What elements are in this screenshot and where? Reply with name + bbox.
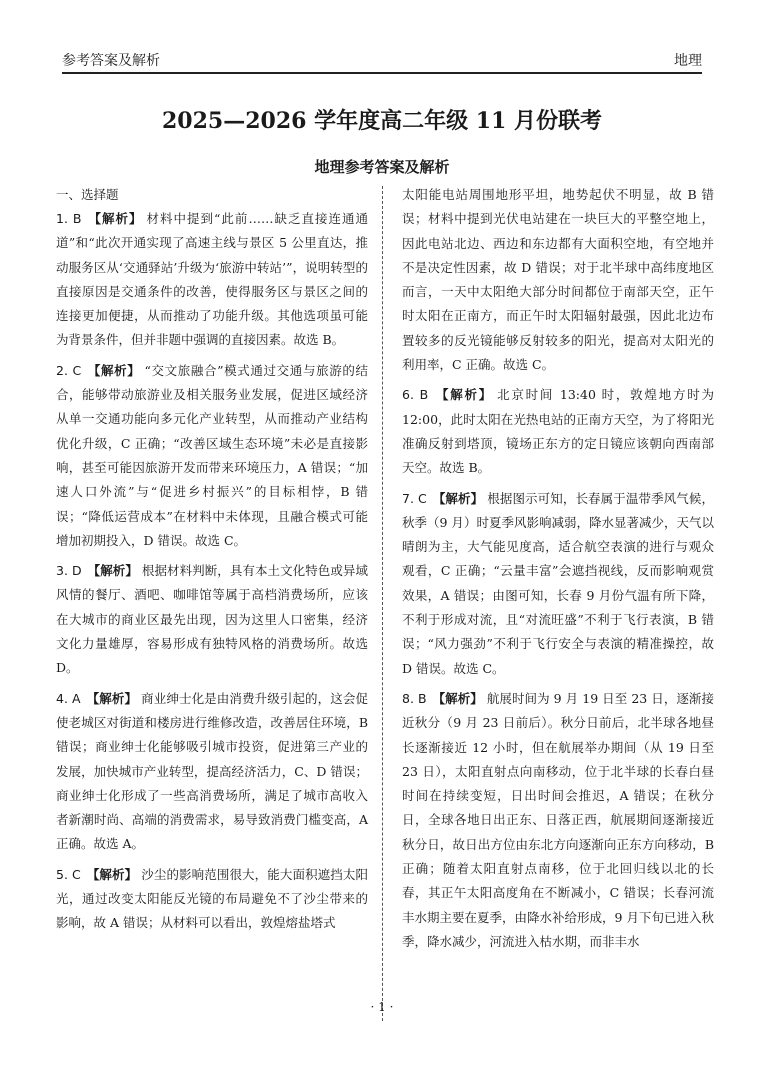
analysis-text: “交文旅融合”模式通过交通与旅游的结合，能够带动旅游业及相关服务业发展，促进区域经济从单一交通功能向多元化产业转型，从而推动产业结构优化升级，C 正确；“改善区域生态环境”未必是直接影响，甚至可能因旅游开发而带来环境压力，A 错误；“加速人口外流”与“促进乡村振兴”的目标相悖，B 错误；“降低运营成本”在材料中未体现，且融合模式可能增加初期投入，D 错误。故选 C。 <box>56 362 368 548</box>
question-number: 2. C <box>56 362 82 378</box>
analysis-text: 北京时间 13:40 时，敦煌地方时为 12:00，此时太阳在光热电站的正南方天空，为了将阳光准确反射到塔顶，镜场正东方的定日镜应该朝向西南部天空。故选 B。 <box>402 387 714 476</box>
question-answer <box>56 863 368 936</box>
analysis-text: 根据材料判断，具有本土文化特色或异域风情的餐厅、酒吧、咖啡馆等属于高档消费场所，应该在大城市的商业区最先出现，因为这里人口密集，经济文化力量雄厚，容易形成有独特风格的消费场所。故选 D。 <box>56 563 368 676</box>
question-number: 8. B <box>402 690 427 706</box>
analysis-tag: 【解析】 <box>87 563 138 579</box>
page-number: · 1 · <box>370 1000 394 1014</box>
analysis-tag: 【解析】 <box>432 490 484 506</box>
analysis-tag: 【解析】 <box>87 362 141 378</box>
question-answer <box>56 359 368 553</box>
question-number: 7. C <box>402 490 427 506</box>
question-answer <box>402 487 714 681</box>
header-rule <box>62 72 702 74</box>
analysis-text: 材料中提到“此前……缺乏直接连通通道”和“此次开通实现了高速主线与景区 5 公里直达，推动服务区从‘交通驿站’升级为‘旅游中转站’”，说明转型的直接原因是交通条件的改善，使得服务区与景区之间的连接更加便捷，从而推动了功能升级。其他选项虽可能为背景条件，但并非题中强调的直接因素。故选 B。 <box>56 211 368 348</box>
header-subject-label: 地理 <box>674 53 702 69</box>
left-column <box>56 183 368 942</box>
question-answer-continued <box>402 183 714 377</box>
analysis-text: 航展时间为 9 月 19 日至 23 日，逐渐接近秋分（9 月 23 日前后）。秋分日前后，北半球各地昼长逐渐接近 12 小时，但在航展举办期间（从 19 日至 23 日），太阳直射点向南移动，位于北半球的长春白昼时间在持续变短，日出时间会推迟，A 错误；在秋分日，全球各地日出正东、日落正西，航展期间逐渐接近秋分日，故日出方位由东北方向逐渐向正东方向移动，B 正确；随着太阳直射点南移，位于北回归线以北的长春，其正午太阳高度角在不断减小，C 错误；长春河流丰水期主要在夏季，由降水补给形成，9 月下旬已进入秋季，降水减少，河流进入枯水期，而非丰水 <box>402 690 714 949</box>
analysis-tag: 【解析】 <box>432 690 483 706</box>
document-title: 2025—2026 学年度高二年级 11 月份联考 <box>161 108 603 134</box>
analysis-tag: 【解析】 <box>434 387 494 403</box>
right-column <box>402 183 714 960</box>
question-answer <box>56 207 368 353</box>
question-number: 3. D <box>56 563 82 579</box>
analysis-text: 沙尘的影响范围很大，能大面积遮挡太阳光，通过改变太阳能反光镜的布局避免不了沙尘带来的影响，故 A 错误；从材料可以看出，敦煌熔盐塔式 <box>56 866 368 931</box>
question-number: 4. A <box>56 690 81 706</box>
analysis-tag: 【解析】 <box>87 211 143 226</box>
header-left-label: 参考答案及解析 <box>62 53 160 69</box>
analysis-text: 根据图示可知，长春属于温带季风气候，秋季（9 月）时夏季风影响减弱，降水显著减少，天气以晴朗为主，大气能见度高，适合航空表演的进行与观众观看，C 正确；“云量丰富”会遮挡视线，反而影响观赏效果，A 错误；由图可知，长春 9 月份气温有所下降，不利于形成对流，且“对流旺盛”不利于飞行表演，B 错误；“风力强劲”不利于飞行安全与表演的精准操控，故 D 错误。故选 C。 <box>402 490 714 676</box>
analysis-tag: 【解析】 <box>86 690 138 706</box>
question-number: 6. B <box>402 387 429 403</box>
question-answer <box>56 559 368 680</box>
analysis-text: 商业绅士化是由消费升级引起的，这会促使老城区对街道和楼房进行维修改造，改善居住环境，B 错误；商业绅士化能够吸引城市投资，促进第三产业的发展，加快城市产业转型，提高经济活力，C、D 错误；商业绅士化形成了一些高消费场所，满足了城市高收入者新潮时尚、高端的消费需求，易导致消费门槛变高，A 正确。故选 A。 <box>56 690 368 852</box>
analysis-tag: 【解析】 <box>86 866 138 882</box>
question-answer <box>402 383 714 480</box>
question-number: 1. B <box>56 211 82 226</box>
section-heading: 一、选择题 <box>56 187 119 202</box>
question-answer <box>402 687 714 954</box>
question-answer <box>56 687 368 857</box>
analysis-text: 太阳能电站周围地形平坦，地势起伏不明显，故 B 错误；材料中提到光伏电站建在一块巨大的平整空地上，因此电站北边、西边和东边都有大面积空地，有空地并不是决定性因素，故 D 错误；对于北半球中高纬度地区而言，一天中太阳绝大部分时间都位于南部天空，正午时太阳在正南方，而正午时太阳辐射最强，因此北边布置较多的反光镜能够反射较多的阳光，提高对太阳光的利用率，C 正确。故选 C。 <box>402 187 714 373</box>
page-header <box>62 44 702 74</box>
question-number: 5. C <box>56 866 81 882</box>
document-subtitle: 地理参考答案及解析 <box>314 158 450 176</box>
column-divider <box>382 186 383 1021</box>
